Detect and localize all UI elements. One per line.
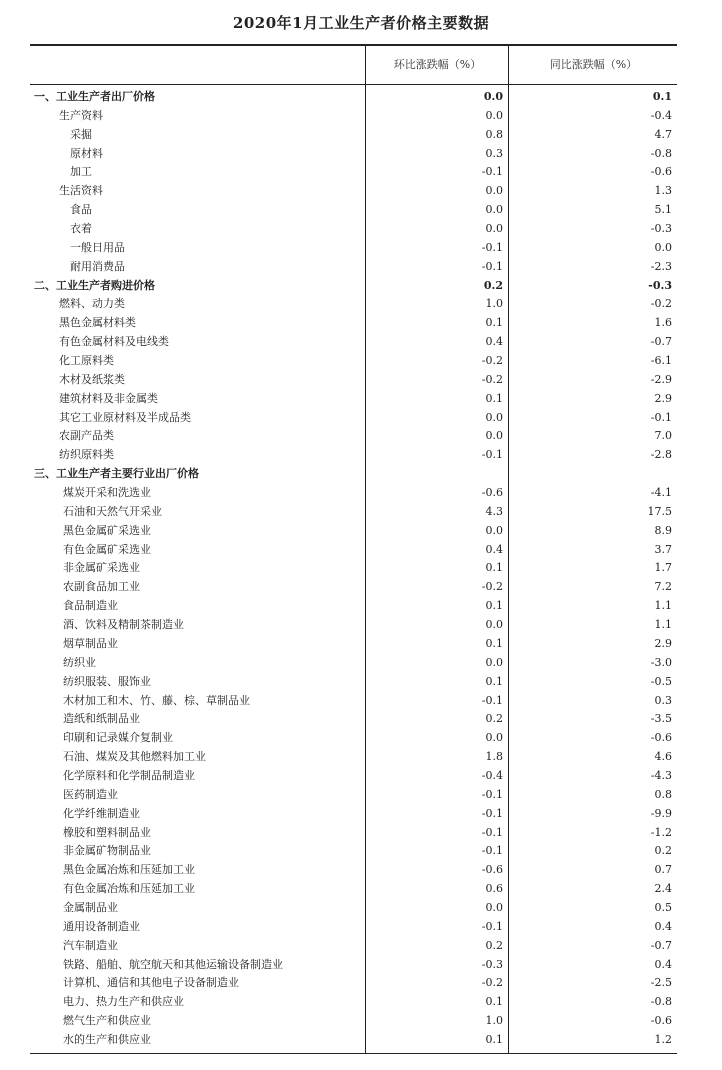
section-row [30, 88, 677, 107]
table-row [30, 390, 677, 409]
row-label: 汽车制造业 [63, 938, 118, 952]
mom-value: 4.3 [485, 504, 503, 518]
table-row [30, 578, 677, 597]
section-row [30, 277, 677, 296]
yoy-value: 0.5 [654, 900, 672, 914]
row-label: 电力、热力生产和供应业 [63, 995, 184, 1009]
row-label: 酒、饮料及精制茶制造业 [63, 618, 184, 632]
row-label: 有色金属矿采选业 [63, 542, 151, 556]
row-label: 黑色金属材料类 [59, 316, 136, 330]
table-row [30, 880, 677, 899]
mom-value: 0.0 [485, 731, 503, 745]
yoy-value: 7.2 [654, 580, 672, 594]
yoy-value: -0.7 [650, 938, 672, 952]
yoy-value: -0.7 [650, 335, 672, 349]
row-label: 木材及纸浆类 [59, 372, 125, 386]
mom-value: 0.0 [485, 108, 503, 122]
yoy-value: -3.5 [650, 712, 672, 726]
row-label: 三、工业生产者主要行业出厂价格 [34, 467, 199, 481]
table-row [30, 409, 677, 428]
mom-value: -0.6 [481, 863, 503, 877]
mom-value: 0.0 [483, 90, 503, 103]
mom-value: 0.6 [485, 882, 503, 896]
table-row [30, 710, 677, 729]
price-data-table [30, 44, 677, 1054]
table-row [30, 673, 677, 692]
yoy-value: 1.6 [654, 316, 672, 330]
table-row [30, 805, 677, 824]
row-label: 耐用消费品 [70, 259, 125, 273]
mom-value: -0.2 [481, 372, 503, 386]
yoy-value: 0.0 [654, 240, 672, 254]
yoy-value: -4.1 [650, 486, 672, 500]
mom-value: 0.1 [485, 599, 503, 613]
mom-value: 0.1 [485, 674, 503, 688]
row-label: 生活资料 [59, 184, 103, 198]
mom-value: -0.6 [481, 486, 503, 500]
row-label: 石油和天然气开采业 [63, 504, 162, 518]
yoy-value: 2.9 [654, 391, 672, 405]
mom-value: 0.1 [485, 1032, 503, 1046]
mom-value: -0.1 [481, 448, 503, 462]
row-label: 食品 [70, 203, 92, 217]
header-yoy: 同比涨跌幅（%） [508, 46, 678, 84]
header-mom: 环比涨跌幅（%） [365, 46, 509, 84]
yoy-value: 0.1 [652, 90, 672, 103]
table-row [30, 239, 677, 258]
yoy-value: 17.5 [647, 504, 672, 518]
row-label: 纺织服装、服饰业 [63, 674, 151, 688]
row-label: 黑色金属矿采选业 [63, 523, 151, 537]
row-label: 其它工业原材料及半成品类 [59, 410, 191, 424]
yoy-value: -2.8 [650, 448, 672, 462]
yoy-value: -9.9 [650, 806, 672, 820]
yoy-value: 0.4 [654, 919, 672, 933]
row-label: 燃料、动力类 [59, 297, 125, 311]
yoy-value: 0.2 [654, 844, 672, 858]
row-label: 烟草制品业 [63, 636, 118, 650]
table-row [30, 107, 677, 126]
table-row [30, 163, 677, 182]
row-label: 食品制造业 [63, 599, 118, 613]
yoy-value: 3.7 [654, 542, 672, 556]
yoy-value: -1.2 [650, 825, 672, 839]
row-label: 有色金属材料及电线类 [59, 335, 169, 349]
row-label: 有色金属冶炼和压延加工业 [63, 882, 195, 896]
table-row [30, 1012, 677, 1031]
table-row [30, 371, 677, 390]
mom-value: -0.1 [481, 844, 503, 858]
yoy-value: -2.5 [650, 976, 672, 990]
yoy-value: 1.3 [654, 184, 672, 198]
row-label: 一、工业生产者出厂价格 [34, 90, 155, 103]
mom-value: 0.1 [485, 391, 503, 405]
table-row [30, 842, 677, 861]
mom-value: -0.1 [481, 693, 503, 707]
table-row [30, 786, 677, 805]
mom-value: -0.1 [481, 919, 503, 933]
mom-value: -0.3 [481, 957, 503, 971]
table-row [30, 767, 677, 786]
mom-value: 0.0 [485, 203, 503, 217]
mom-value: 0.2 [483, 278, 503, 292]
row-label: 造纸和纸制品业 [63, 712, 140, 726]
yoy-value: 0.4 [654, 957, 672, 971]
table-row [30, 956, 677, 975]
row-label: 橡胶和塑料制品业 [63, 825, 151, 839]
mom-value: 0.2 [485, 938, 503, 952]
yoy-value: 1.1 [654, 618, 672, 632]
table-row [30, 635, 677, 654]
table-row [30, 559, 677, 578]
table-row [30, 899, 677, 918]
row-label: 农副食品加工业 [63, 580, 140, 594]
table-row [30, 1031, 677, 1050]
row-label: 石油、煤炭及其他燃料加工业 [63, 750, 206, 764]
yoy-value: 1.1 [654, 599, 672, 613]
table-row [30, 201, 677, 220]
yoy-value: 5.1 [654, 203, 672, 217]
table-row [30, 692, 677, 711]
yoy-value: 0.3 [654, 693, 672, 707]
yoy-value: 1.7 [654, 561, 672, 575]
yoy-value: -0.6 [650, 165, 672, 179]
table-row [30, 484, 677, 503]
table-row [30, 729, 677, 748]
yoy-value: -0.8 [650, 146, 672, 160]
mom-value: -0.4 [481, 768, 503, 782]
row-label: 通用设备制造业 [63, 919, 140, 933]
mom-value: 0.0 [485, 523, 503, 537]
yoy-value: -0.8 [650, 995, 672, 1009]
mom-value: 0.3 [485, 146, 503, 160]
row-label: 非金属矿物制品业 [63, 844, 151, 858]
yoy-value: -3.0 [650, 655, 672, 669]
row-label: 原材料 [70, 146, 103, 160]
yoy-value: -0.2 [650, 297, 672, 311]
table-row [30, 522, 677, 541]
mom-value: -0.1 [481, 165, 503, 179]
row-label: 煤炭开采和洗选业 [63, 486, 151, 500]
yoy-value: 8.9 [654, 523, 672, 537]
yoy-value: -0.3 [648, 278, 672, 292]
table-row [30, 145, 677, 164]
row-label: 化工原料类 [59, 354, 114, 368]
mom-value: 1.0 [485, 297, 503, 311]
row-label: 化学纤维制造业 [63, 806, 140, 820]
table-row [30, 824, 677, 843]
yoy-value: -2.3 [650, 259, 672, 273]
mom-value: 0.0 [485, 222, 503, 236]
mom-value: 0.2 [485, 712, 503, 726]
yoy-value: 0.7 [654, 863, 672, 877]
mom-value: 0.0 [485, 184, 503, 198]
table-row [30, 993, 677, 1012]
mom-value: 0.4 [485, 542, 503, 556]
mom-value: 0.1 [485, 316, 503, 330]
yoy-value: 2.4 [654, 882, 672, 896]
table-header [30, 44, 677, 85]
yoy-value: -0.5 [650, 674, 672, 688]
row-label: 纺织业 [63, 655, 96, 669]
yoy-value: -0.1 [650, 410, 672, 424]
mom-value: -0.2 [481, 580, 503, 594]
row-label: 燃气生产和供应业 [63, 1014, 151, 1028]
table-row [30, 597, 677, 616]
mom-value: 1.8 [485, 750, 503, 764]
table-row [30, 314, 677, 333]
mom-value: 0.0 [485, 900, 503, 914]
yoy-value: -0.6 [650, 731, 672, 745]
mom-value: 0.0 [485, 410, 503, 424]
mom-value: 0.4 [485, 335, 503, 349]
yoy-value: -0.6 [650, 1014, 672, 1028]
mom-value: 0.0 [485, 618, 503, 632]
row-label: 生产资料 [59, 108, 103, 122]
table-row [30, 616, 677, 635]
row-label: 化学原料和化学制品制造业 [63, 768, 195, 782]
row-label: 非金属矿采选业 [63, 561, 140, 575]
row-label: 黑色金属冶炼和压延加工业 [63, 863, 195, 877]
row-label: 金属制品业 [63, 900, 118, 914]
table-row [30, 352, 677, 371]
row-label: 农副产品类 [59, 429, 114, 443]
yoy-value: -2.9 [650, 372, 672, 386]
page-title: 2020年1月工业生产者价格主要数据 [232, 14, 490, 32]
yoy-value: 1.2 [654, 1032, 672, 1046]
table-row [30, 861, 677, 880]
mom-value: 0.1 [485, 995, 503, 1009]
table-row [30, 333, 677, 352]
row-label: 一般日用品 [70, 240, 125, 254]
row-label: 木材加工和木、竹、藤、棕、草制品业 [63, 693, 250, 707]
row-label: 纺织原料类 [59, 448, 114, 462]
section-row [30, 465, 677, 484]
table-row [30, 937, 677, 956]
table-row [30, 446, 677, 465]
mom-value: 0.1 [485, 636, 503, 650]
table-row [30, 295, 677, 314]
row-label: 建筑材料及非金属类 [59, 391, 158, 405]
yoy-value: 0.8 [654, 787, 672, 801]
mom-value: 0.1 [485, 561, 503, 575]
mom-value: 0.8 [485, 127, 503, 141]
mom-value: -0.2 [481, 976, 503, 990]
yoy-value: 4.7 [654, 127, 672, 141]
yoy-value: 2.9 [654, 636, 672, 650]
table-row [30, 748, 677, 767]
row-label: 加工 [70, 165, 92, 179]
table-body [30, 85, 677, 1054]
table-row [30, 918, 677, 937]
mom-value: 0.0 [485, 655, 503, 669]
mom-value: 1.0 [485, 1014, 503, 1028]
table-row [30, 541, 677, 560]
yoy-value: -0.4 [650, 108, 672, 122]
row-label: 计算机、通信和其他电子设备制造业 [63, 976, 239, 990]
row-label: 印刷和记录媒介复制业 [63, 731, 173, 745]
yoy-value: -4.3 [650, 768, 672, 782]
table-row [30, 258, 677, 277]
row-label: 采掘 [70, 127, 92, 141]
table-row [30, 182, 677, 201]
row-label: 二、工业生产者购进价格 [34, 278, 155, 292]
mom-value: -0.1 [481, 806, 503, 820]
table-row [30, 503, 677, 522]
mom-value: -0.1 [481, 825, 503, 839]
table-row [30, 220, 677, 239]
yoy-value: 7.0 [654, 429, 672, 443]
table-row [30, 654, 677, 673]
mom-value: -0.1 [481, 240, 503, 254]
table-row [30, 427, 677, 446]
mom-value: -0.1 [481, 787, 503, 801]
row-label: 水的生产和供应业 [63, 1032, 151, 1046]
row-label: 衣着 [70, 222, 92, 236]
mom-value: 0.0 [485, 429, 503, 443]
mom-value: -0.1 [481, 259, 503, 273]
table-row [30, 974, 677, 993]
yoy-value: -0.3 [650, 222, 672, 236]
row-label: 医药制造业 [63, 787, 118, 801]
yoy-value: -6.1 [650, 354, 672, 368]
mom-value: -0.2 [481, 354, 503, 368]
yoy-value: 4.6 [654, 750, 672, 764]
row-label: 铁路、船舶、航空航天和其他运输设备制造业 [63, 957, 283, 971]
table-row [30, 126, 677, 145]
